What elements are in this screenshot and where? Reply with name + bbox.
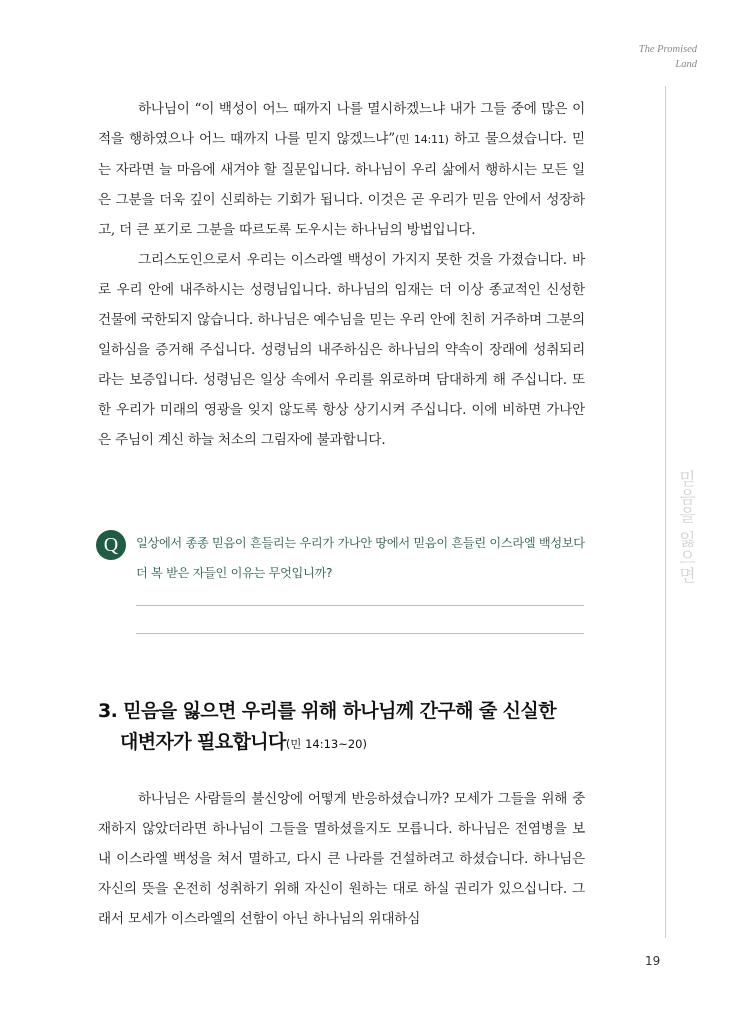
paragraph-1-text: 하나님이 “이 백성이 어느 때까지 나를 멸시하겠느냐 내가 그들 중에 많은 이적을 행하였으나 어느 때까지 나를 믿지 않겠느냐” [98, 101, 585, 147]
heading-reference: (민 14:13~20) [285, 737, 367, 751]
question-text: 일상에서 종종 믿음이 흔들리는 우리가 가나안 땅에서 믿음이 흔들린 이스라엘 백성보다 더 복 받은 자들인 이유는 무엇입니까? [136, 536, 585, 580]
running-head-line2: Land [675, 59, 697, 70]
side-divider [665, 86, 666, 938]
answer-line-1 [136, 605, 584, 606]
answer-line-2 [136, 633, 584, 634]
paragraph-1-tail: 하고 물으셨습니다. 믿는 자라면 늘 마음에 새겨야 할 질문입니다. 하나님이 우리 삶에서 행하시는 모든 일은 그분을 더욱 깊이 신뢰하는 기회가 됩니다. 이것은 곧 우리가 믿음 안에서 성장하고, 더 큰 포기로 그분을 따르도록 도우시는 하나님의 방법입니다. [98, 131, 585, 238]
heading-line2: 대변자가 필요합니다 [120, 731, 286, 753]
side-chapter-label: 믿음을 잃으면 [675, 470, 695, 585]
page-number: 19 [645, 954, 661, 968]
heading-line2-wrap [98, 727, 598, 760]
body-text-bottom [98, 784, 585, 934]
running-head-line1: The Promised [638, 44, 697, 55]
heading-line1: 3. 믿음을 잃으면 우리를 위해 하나님께 간구해 줄 신실한 [98, 700, 556, 722]
running-head [587, 42, 697, 72]
question-block [96, 528, 588, 588]
paragraph-3: 하나님은 사람들의 불신앙에 어떻게 반응하셨습니까? 모세가 그들을 위해 중재하지 않았더라면 하나님이 그들을 멸하셨을지도 모릅니다. 하나님은 전염병을 보내 이스라엘 백성을 쳐서 멸하고, 다시 큰 나라를 건설하려고 하셨습니다. 하나님은 자신의 뜻을 온전히 성취하기 위해 자신이 원하는 대로 하실 권리가 있으십니다. 그래서 모세가 이스라엘의 선함이 아닌 하나님의 위대하심 [98, 791, 585, 927]
question-badge: Q [96, 530, 126, 560]
paragraph-1 [98, 94, 585, 245]
section-heading [98, 696, 598, 760]
scripture-reference: (민 14:11) [394, 133, 449, 146]
paragraph-2: 그리스도인으로서 우리는 이스라엘 백성이 가지지 못한 것을 가졌습니다. 바로 우리 안에 내주하시는 성령님입니다. 하나님의 임재는 더 이상 종교적인 신성한 건물에 국한되지 않습니다. 하나님은 예수님을 믿는 우리 안에 친히 거주하며 그분의 일하심을 증거해 주십니다. 성령님의 내주하심은 하나님의 약속이 장래에 성취되리라는 보증입니다. 성령님은 일상 속에서 우리를 위로하며 담대하게 해 주십니다. 또한 우리가 미래의 영광을 잊지 않도록 항상 상기시켜 주십니다. 이에 비하면 가나안은 주님이 계신 하늘 처소의 그림자에 불과합니다. [98, 252, 585, 448]
body-text-top [98, 94, 585, 455]
